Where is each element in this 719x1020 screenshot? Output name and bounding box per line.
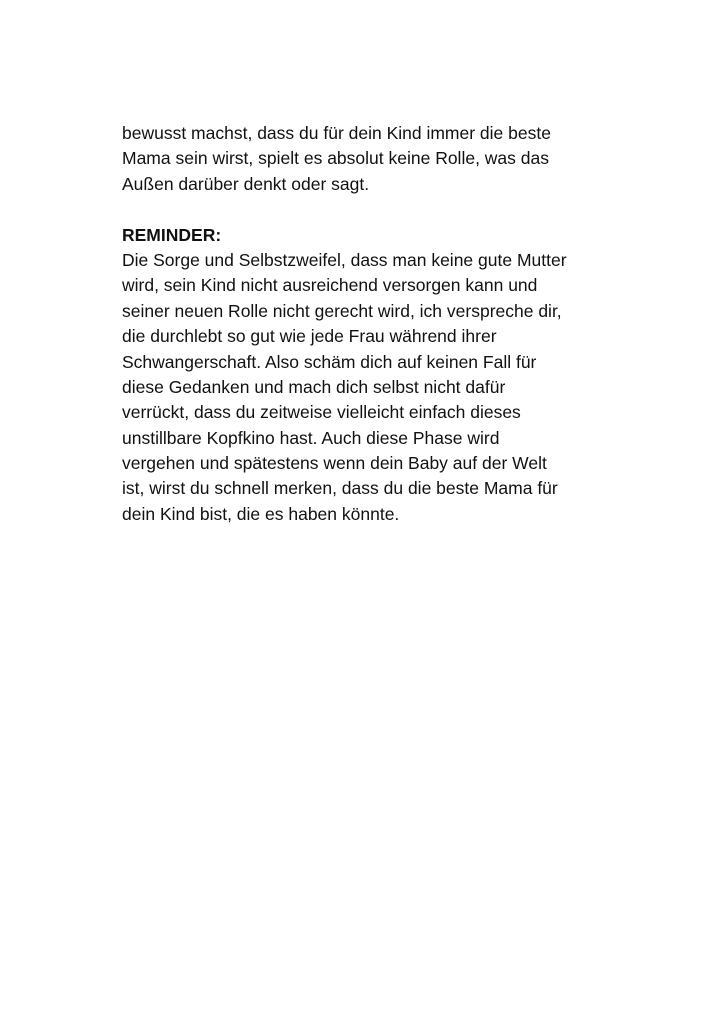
text-line: seiner neuen Rolle nicht gerecht wird, ich verspreche dir, [122, 300, 562, 321]
document-body [122, 121, 612, 527]
text-line: vergehen und spätestens wenn dein Baby auf der Welt [122, 453, 547, 474]
paragraph-spacer [122, 197, 612, 222]
paragraph-continuation [122, 121, 612, 197]
text-line: diese Gedanken und mach dich selbst nicht dafür [122, 376, 506, 397]
text-line: Die Sorge und Selbstzweifel, dass man keine gute Mutter [122, 249, 567, 270]
text-line: unstillbare Kopfkino hast. Auch diese Phase wird [122, 427, 500, 448]
text-line: bewusst machst, dass du für dein Kind immer die beste [122, 123, 551, 143]
text-line: wird, sein Kind nicht ausreichend versorgen kann und [122, 275, 538, 296]
text-line: Außen darüber denkt oder sagt. [122, 173, 370, 194]
text-line: dein Kind bist, die es haben könnte. [122, 503, 400, 524]
text-line: Schwangerschaft. Also schäm dich auf keinen Fall für [122, 351, 537, 372]
reminder-paragraph [122, 248, 612, 527]
reminder-heading: REMINDER: [122, 224, 222, 245]
text-line: verrückt, dass du zeitweise vielleicht einfach dieses [122, 402, 521, 423]
text-line: die durchlebt so gut wie jede Frau während ihrer [122, 326, 497, 347]
text-line: Mama sein wirst, spielt es absolut keine Rolle, was das [122, 148, 549, 169]
text-line: ist, wirst du schnell merken, dass du die beste Mama für [122, 478, 558, 499]
